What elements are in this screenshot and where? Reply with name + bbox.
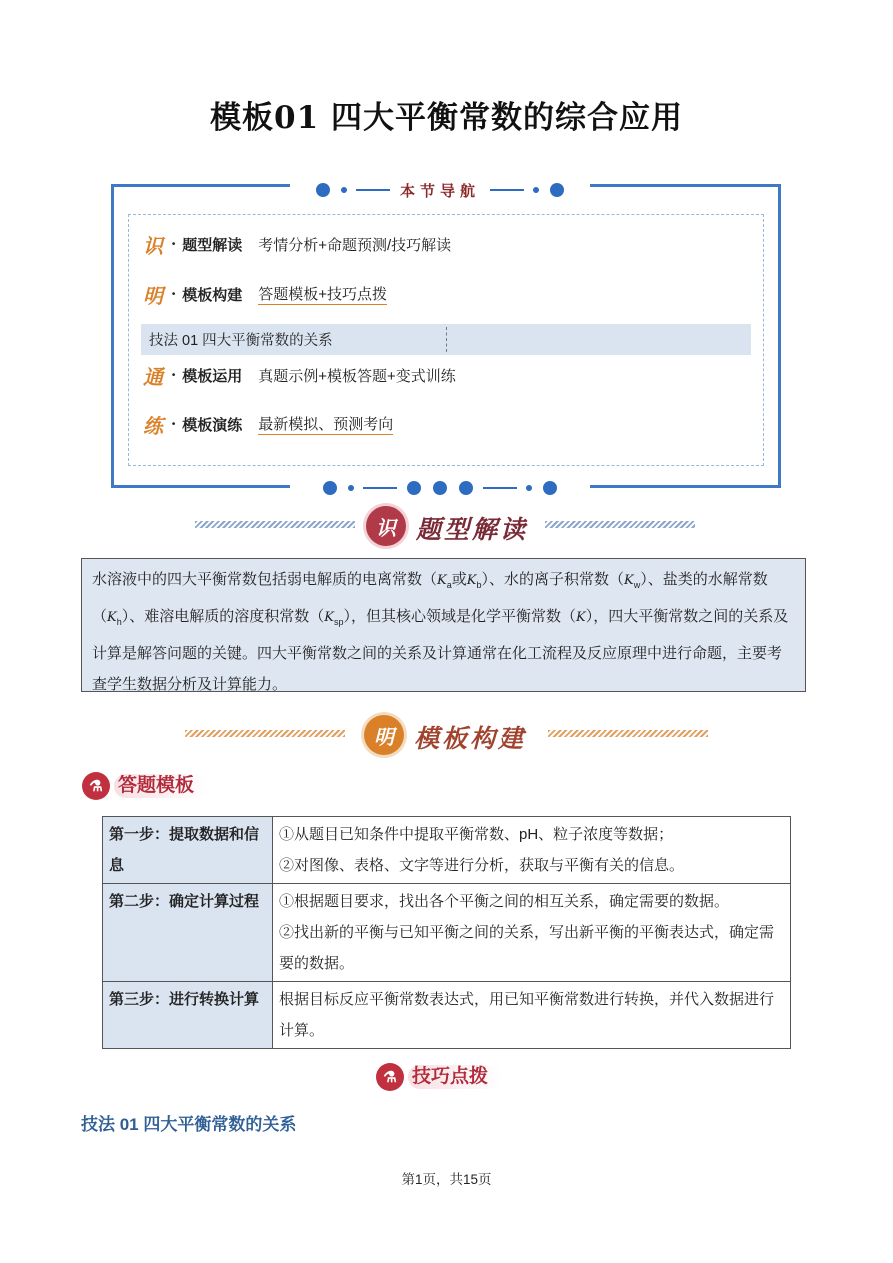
nav-heading: 本节导航: [399, 182, 480, 200]
intro-text: 或: [451, 571, 467, 588]
section-banner-template: [0, 715, 893, 755]
tag-label: 答题模板: [114, 774, 208, 798]
dot-icon: [433, 481, 447, 495]
nav-glyph: 通: [143, 364, 163, 389]
intro-text: ）、水的离子积常数（: [481, 571, 625, 588]
nav-item-application[interactable]: [143, 362, 456, 388]
table-row: [103, 982, 791, 1049]
nav-footer-ornament: [290, 479, 590, 497]
formula-symbol: K: [437, 573, 447, 588]
stripe-decoration: [195, 521, 355, 528]
formula-subscript: sp: [333, 617, 344, 627]
section-banner-analysis: [0, 506, 893, 546]
step-body: [273, 884, 791, 982]
stripe-decoration: [545, 521, 695, 528]
nav-item-template[interactable]: [143, 281, 387, 307]
nav-item-desc: 真题示例+模板答题+变式训练: [258, 367, 456, 385]
step-body: [273, 982, 791, 1049]
nav-item-name: 模板构建: [182, 286, 243, 304]
formula-subscript: h: [116, 617, 122, 627]
dot-icon: [543, 481, 557, 495]
flask-icon: ⚗: [82, 772, 110, 800]
formula-subscript: b: [476, 580, 482, 590]
stripe-decoration: [548, 730, 708, 737]
nav-glyph: 识: [143, 233, 163, 258]
step-head: 第三步：进行转换计算: [103, 982, 273, 1049]
flask-icon: ⚗: [376, 1063, 404, 1091]
dot-icon: [316, 183, 330, 197]
dot-icon: [459, 481, 473, 495]
section-title: 模板构建: [414, 724, 527, 753]
bullet-icon: ·: [171, 366, 177, 384]
nav-header: [290, 181, 590, 199]
nav-glyph: 明: [143, 283, 163, 308]
nav-glyph: 练: [143, 413, 163, 438]
intro-box: [81, 558, 806, 692]
nav-item-name: 模板演练: [182, 416, 243, 434]
tips-tag: [376, 1062, 502, 1092]
dot-icon: [323, 481, 337, 495]
nav-item-name: 模板运用: [182, 367, 243, 385]
dot-icon: [341, 187, 347, 193]
bullet-icon: ·: [171, 415, 177, 433]
line-icon: [483, 487, 517, 489]
bullet-icon: ·: [171, 235, 177, 253]
table-row: [103, 884, 791, 982]
steps-table: [102, 816, 791, 1049]
nav-item-desc: 答题模板+技巧点拨: [258, 283, 387, 305]
page-title: 模板01 四大平衡常数的综合应用: [210, 100, 683, 136]
step-body: [273, 817, 791, 884]
tag-label: 技巧点拨: [408, 1065, 502, 1089]
step-line: ①从题目已知条件中提取平衡常数、pH、粒子浓度等数据；: [279, 826, 674, 843]
formula-symbol: K: [107, 610, 117, 625]
step-line: ②找出新的平衡与已知平衡之间的关系，写出新平衡的平衡表达式，确定需要的数据。: [279, 924, 775, 972]
dot-icon: [550, 183, 564, 197]
step-line: ②对图像、表格、文字等进行分析，获取与平衡有关的信息。: [279, 857, 685, 874]
section-badge: 明: [364, 715, 404, 755]
divider: [446, 327, 447, 352]
nav-item-analysis[interactable]: [143, 231, 451, 257]
dot-icon: [533, 187, 539, 193]
intro-text: ）、盐类的水解常数（: [92, 571, 768, 625]
dot-icon: [348, 485, 354, 491]
nav-skill-label: 技法 01 四大平衡常数的关系: [149, 333, 333, 349]
nav-item-name: 题型解读: [182, 236, 243, 254]
stripe-decoration: [185, 730, 345, 737]
table-row: [103, 817, 791, 884]
answer-template-tag: [82, 771, 208, 801]
page-footer: 第1页，共15页: [401, 1172, 492, 1187]
formula-symbol: K: [324, 610, 334, 625]
line-icon: [356, 189, 390, 191]
step-line: 根据目标反应平衡常数表达式，用已知平衡常数进行转换，并代入数据进行计算。: [279, 991, 775, 1039]
formula-symbol: K: [576, 610, 586, 625]
nav-item-desc: 最新模拟、预测考向: [258, 413, 393, 435]
section-title: 题型解读: [416, 515, 529, 544]
subsection-heading: 技法 01 四大平衡常数的关系: [81, 1115, 297, 1134]
intro-text: ），但其核心领域是化学平衡常数（: [343, 608, 577, 625]
formula-symbol: K: [466, 573, 477, 588]
step-head: 第二步：确定计算过程: [103, 884, 273, 982]
bullet-icon: ·: [171, 285, 177, 303]
nav-item-desc: 考情分析+命题预测/技巧解读: [258, 236, 452, 254]
line-icon: [363, 487, 397, 489]
formula-subscript: w: [633, 580, 641, 590]
step-head: 第一步：提取数据和信息: [103, 817, 273, 884]
formula-subscript: a: [446, 580, 452, 590]
line-icon: [490, 189, 524, 191]
dot-icon: [407, 481, 421, 495]
formula-symbol: K: [624, 573, 634, 588]
intro-text: ）、难溶电解质的溶度积常数（: [121, 608, 325, 625]
nav-skill-link[interactable]: [141, 324, 751, 355]
section-badge: 识: [366, 506, 406, 546]
nav-item-practice[interactable]: [143, 411, 393, 437]
intro-text: 水溶液中的四大平衡常数包括弱电解质的电离常数（: [92, 571, 438, 588]
step-line: ①根据题目要求，找出各个平衡之间的相互关系，确定需要的数据。: [279, 893, 730, 910]
dot-icon: [526, 485, 532, 491]
intro-text: ），四大平衡常数之间的关系及计算是解答问题的关键。四大平衡常数之间的关系及计算通常在化工流程及反应原理中进行命题，主要考查学生数据分析及计算能力。: [92, 608, 789, 693]
